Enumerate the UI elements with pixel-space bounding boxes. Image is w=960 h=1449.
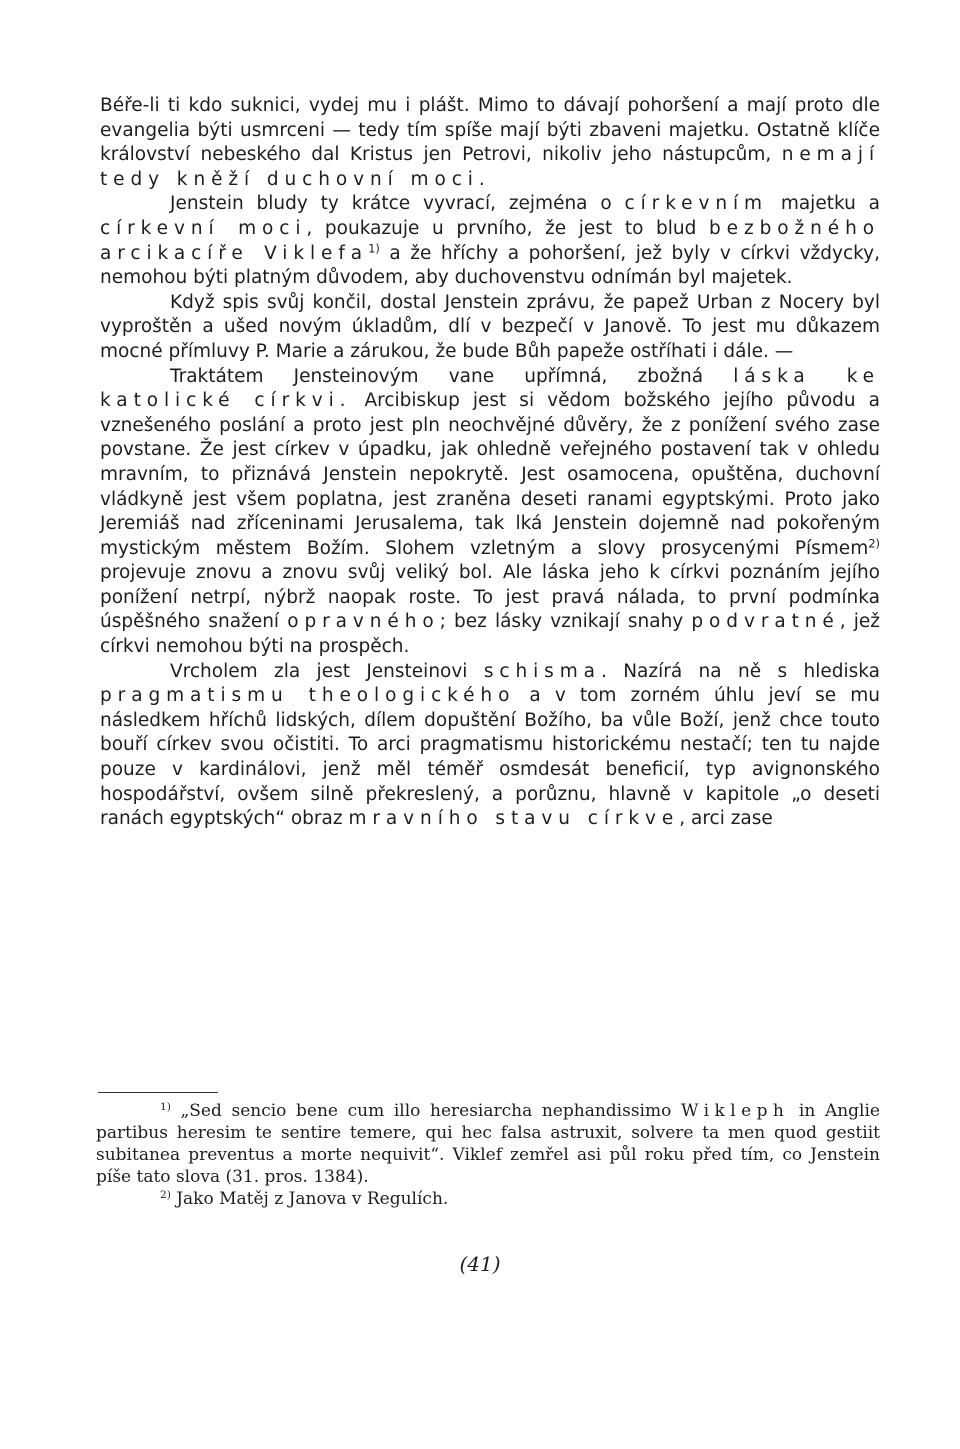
text: Béře-li ti kdo suknici, vydej mu i plášt. Mimo to dávají pohoršení a mají proto dle evangelia býti usmrceni — tedy tím spíše mají býti zbaveni majetku. Ostatně klíče království nebeského dal Kristus jen Petrovi, nikoliv jeho nástupcům, xyxy=(100,95,880,166)
spaced-text: podvratné xyxy=(691,611,840,633)
paragraph-4 xyxy=(100,365,880,660)
text: a v tom zorném úhlu jeví se mu následkem hříchů lidských, dílem dopuštění Božího, ba vůle Boží, jenž chce touto bouří církev svou očistiti. To arci pragmatismu historickému nestačí; ten tu najde pouze v kardinálovi, jenž měl téměř osmdesát beneficií, typ avignonského hospodářství, ovšem silně překreslený, a porůznu, hlavně v kapitole „o deseti ranách egyptských“ obraz xyxy=(100,685,880,830)
text: in Anglie partibus heresim te sentire temere, qui hec falsa astruxit, solvere ta men quod gestiit subitanea preventus a morte nequivit“. Viklef zemřel asi půl roku před tím, co Jenstein píše tato slova (31. pros. 1384). xyxy=(96,1101,880,1187)
text: Jenstein bludy ty krátce vyvrací, zejména o xyxy=(170,193,625,215)
paragraph-5 xyxy=(100,660,880,832)
spaced-text: bezbožného arcikacíře Viklefa xyxy=(100,217,880,264)
footnote-1 xyxy=(96,1100,880,1188)
spaced-text: mravního stavu církve xyxy=(348,808,680,830)
text: a že hříchy a pohoršení, jež byly v církvi vždycky, nemohou býti platným důvodem, aby duchovenstvu odnímán byl majetek. xyxy=(100,242,880,289)
page-number: (41) xyxy=(459,1252,501,1276)
main-text xyxy=(100,94,880,832)
text: , poukazuje u prvního, že jest to blud xyxy=(306,217,710,239)
text: Traktátem Jensteinovým vane upřímná, zbožná xyxy=(170,365,734,387)
text: Jako Matěj z Janova v Regulích. xyxy=(170,1189,449,1209)
text: ; bez lásky vznikají snahy xyxy=(439,611,692,633)
text: Arcibiskup jest si vědom božského jejího původu a vznešeného poslání a proto jest pln neochvějné důvěry, že z ponížení svého zase povstane. Že jest církev v úpadku, jak ohledně veřejného postavení tak v ohledu mravním, to přiznává Jenstein nepokrytě. Jest osamocena, opuštěna, duchovní vládkyně jest všem poplatna, jest zraněna deseti ranami egyptskými. Proto jako Jeremiáš nad zříceninami Jerusalema, tak lká Jenstein dojemně nad pokořeným mystickým městem Božím. Slohem vzletným a slovy prosycenými Písmem xyxy=(100,390,880,559)
spaced-text: schisma xyxy=(483,660,601,682)
spaced-text: církevní moci xyxy=(100,217,307,239)
text: majetku a xyxy=(767,193,880,215)
text: „Sed sencio bene cum illo heresiarcha nephandissimo xyxy=(170,1101,681,1121)
text: Když spis svůj končil, dostal Jenstein zprávu, že papež Urban z Nocery byl vyproštěn a ušed novým úkladům, dlí v bezpečí v Janově. To jest mu důkazem mocné přímluvy P. Marie a zárukou, že bude Bůh papeže ostříhati i dále. — xyxy=(100,291,880,362)
spaced-text: láska ke katolické církvi. xyxy=(100,365,880,412)
spaced-text: církevním xyxy=(624,193,768,215)
text: Vrcholem zla jest Jensteinovi xyxy=(170,660,484,682)
text: , arci zase xyxy=(679,808,773,830)
paragraph-1 xyxy=(100,94,880,192)
footnote-divider xyxy=(98,1092,218,1093)
footnotes xyxy=(96,1100,880,1210)
footnote-2 xyxy=(96,1188,880,1210)
paragraph-3 xyxy=(100,291,880,365)
text: , jež církvi nemohou býti na prospěch. xyxy=(100,611,880,658)
spaced-text: opravného xyxy=(287,611,440,633)
footnote-mark: 1) xyxy=(160,1101,171,1114)
spaced-text: pragmatismu theologického xyxy=(100,685,516,707)
paragraph-2 xyxy=(100,192,880,290)
spaced-text: nemají tedy kněží duchovní moci. xyxy=(100,144,880,190)
text: projevuje znovu a znovu svůj veliký bol. Ale láska jeho k církvi poznáním jejího ponížení netrpí, nýbrž naopak roste. To jest pravá nálada, to první podmínka úspěšného snažení xyxy=(100,562,880,633)
text: . Nazírá na ně s hlediska xyxy=(600,660,880,682)
footnote-mark: 2) xyxy=(160,1189,171,1202)
footnote-ref: 2) xyxy=(868,536,880,551)
footnote-ref: 1) xyxy=(368,241,380,256)
spaced-text: Wikleph xyxy=(680,1101,790,1121)
